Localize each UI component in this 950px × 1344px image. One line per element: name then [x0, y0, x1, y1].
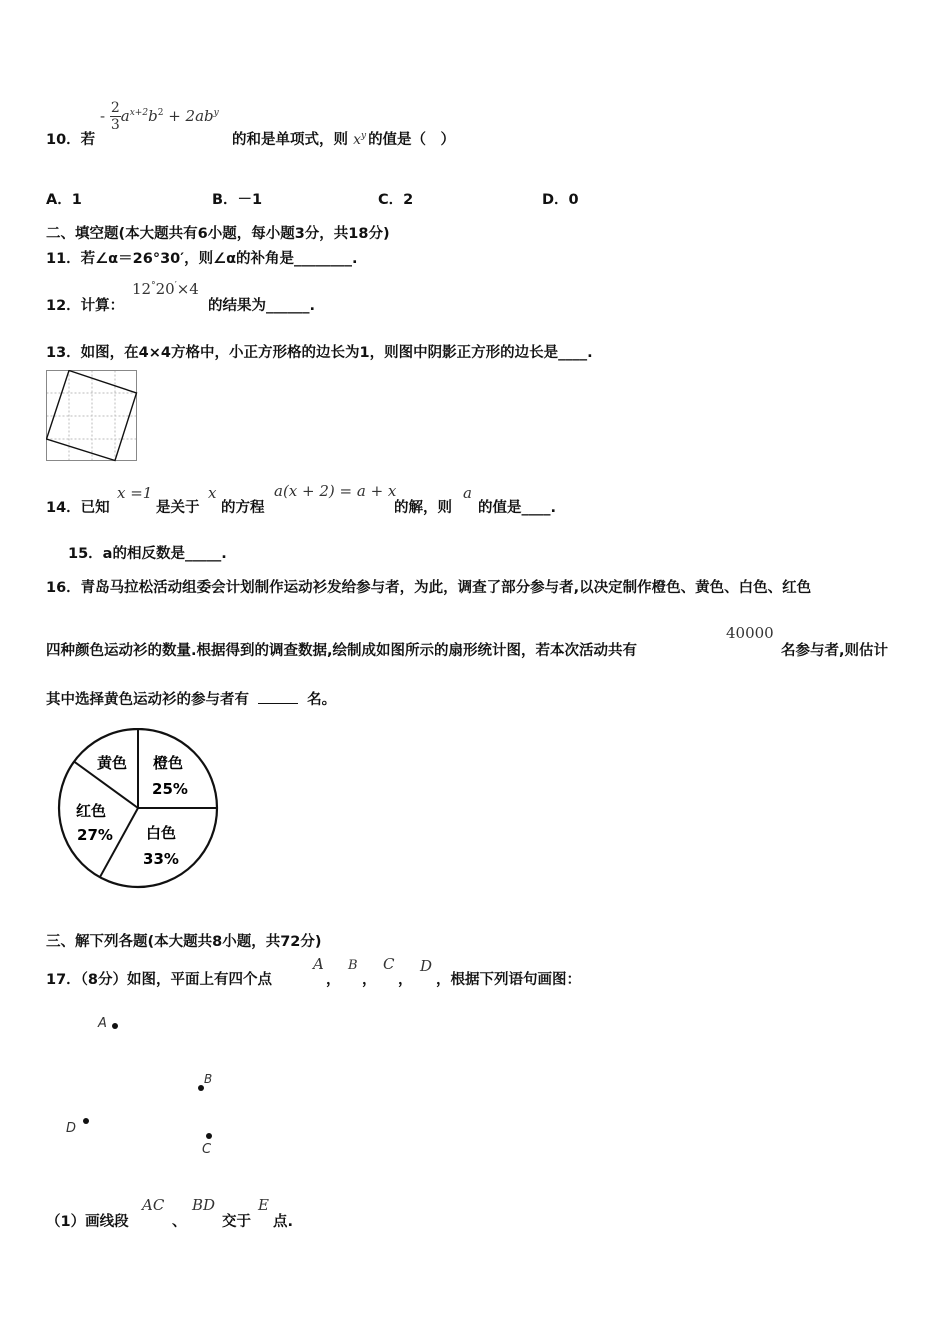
q10-minus: - [100, 107, 106, 125]
pie-label-yellow: 黄色 [96, 754, 128, 772]
q12-deg-mark: ° [151, 281, 156, 291]
q16-participants: 40000 [726, 624, 774, 642]
q17-1-p4: 点. [273, 1214, 294, 1230]
q16-line-3b: 名。 [307, 692, 337, 708]
q16-line-1: 16．青岛马拉松活动组委会计划制作运动衫发给参与者，为此，调查了部分参与者,以决定制作橙色、黄色、白色、红色 [46, 580, 812, 596]
q12-number: 12．计算： [46, 298, 125, 314]
q10-stem [46, 128, 95, 149]
q17-p1: 17．（8分）如图，平面上有四个点 [46, 972, 273, 988]
q12-times: ×4 [176, 280, 199, 298]
q17-points-figure [60, 1005, 240, 1165]
q14-p4: 的解，则 [394, 500, 452, 516]
section-2-heading: 二、填空题(本大题共有6小题，每小题3分，共18分) [46, 226, 390, 242]
q17-1-m3: E [258, 1196, 269, 1214]
pie-label-orange: 橙色 [152, 754, 184, 772]
q14-p5: 的值是____. [478, 500, 557, 516]
q10-exp-a: x+2 [129, 108, 149, 118]
q16-line-3a: 其中选择黄色运动衫的参与者有 [46, 692, 249, 708]
q12-expression [132, 280, 199, 298]
pie-value-white: 33% [143, 850, 179, 868]
q10-frac-num: 2 [110, 100, 120, 116]
q12-text: 的结果为______. [208, 298, 316, 314]
point-c-dot [206, 1133, 212, 1139]
q17-point-c: C [383, 955, 395, 973]
q17-1-m2: BD [192, 1196, 216, 1214]
q14-p1: 14．已知 [46, 500, 110, 516]
q10-option-c: C．2 [378, 192, 414, 208]
q10-tail [232, 128, 455, 149]
q12-min-mark: ′ [174, 281, 177, 291]
q14-m1: x =1 [117, 484, 153, 502]
q13: 13．如图，在4×4方格中，小正方形格的边长为1，则图中阴影正方形的边长是____. [46, 345, 593, 361]
q10-exp-y: y [213, 108, 219, 118]
q17-1-p2: 、 [172, 1214, 187, 1230]
q10-fraction [110, 100, 121, 133]
q10-expression [100, 100, 219, 133]
q15: 15．a的相反数是_____. [68, 546, 227, 562]
q13-grid-lines [47, 371, 137, 461]
section-3-heading: 三、解下列各题(本大题共8小题，共72分) [46, 934, 322, 950]
q10-exp-xy: y [360, 131, 367, 142]
q14-p2: 是关于 [156, 500, 200, 516]
q17-sep-3: ， [398, 972, 413, 988]
q14-m3: a(x + 2) = a + x [274, 482, 397, 500]
q17-1-p1: （1）画线段 [46, 1214, 129, 1230]
point-label-d: D [66, 1121, 77, 1136]
q13-grid-figure [46, 370, 138, 462]
q10-exp-b: 2 [157, 108, 164, 118]
q17-point-a: A [313, 955, 324, 973]
q16-answer-blank [258, 702, 298, 704]
point-a-dot [112, 1023, 118, 1029]
point-label-c: C [202, 1142, 212, 1157]
q10-option-d: D．0 [542, 192, 579, 208]
q10-var-b: b [148, 107, 158, 125]
q14-m2: x [208, 484, 217, 502]
pie-label-red: 红色 [75, 802, 107, 820]
q10-text-end: 的值是（ ） [368, 132, 456, 148]
q17-p2: ，根据下列语句画图： [436, 972, 581, 988]
q16-line-3 [46, 688, 336, 709]
pie-value-orange: 25% [152, 780, 188, 798]
q17-1-p3: 交于 [222, 1214, 251, 1230]
q10-plus-term: + 2ab [168, 107, 214, 125]
q16-pie-chart [50, 728, 230, 898]
q17-1-m1: AC [142, 1196, 165, 1214]
q16-line-2b: 名参与者,则估计 [781, 643, 889, 659]
q10-option-b: B．－1 [212, 192, 263, 208]
point-label-a: A [98, 1016, 107, 1031]
q12-min-value: 20 [155, 280, 175, 298]
q17-sep-2: ， [362, 972, 377, 988]
pie-label-white: 白色 [145, 824, 177, 842]
q16-line-2a: 四种颜色运动衫的数量.根据得到的调查数据,绘制成如图所示的扇形统计图，若本次活动共有 [46, 643, 638, 659]
pie-value-red: 27% [77, 826, 113, 844]
q10-number: 10．若 [46, 132, 96, 148]
q10-var-x: x [353, 132, 361, 148]
q10-text-mid: 的和是单项式，则 [232, 132, 348, 148]
q12-deg-value: 12 [132, 280, 152, 298]
q14-p3: 的方程 [221, 500, 265, 516]
point-label-b: B [204, 1072, 213, 1086]
q10-option-a: A．1 [46, 192, 82, 208]
q17-point-d: D [420, 957, 433, 975]
q10-var-a: a [120, 107, 130, 125]
point-b-dot [198, 1085, 204, 1091]
q10-frac-den: 3 [110, 117, 120, 133]
q14-m4: a [463, 484, 472, 502]
q17-point-b: B [348, 958, 358, 973]
q11: 11．若∠α＝26°30′，则∠α的补角是________. [46, 251, 358, 267]
point-d-dot [83, 1118, 89, 1124]
q17-sep-1: ， [326, 972, 341, 988]
